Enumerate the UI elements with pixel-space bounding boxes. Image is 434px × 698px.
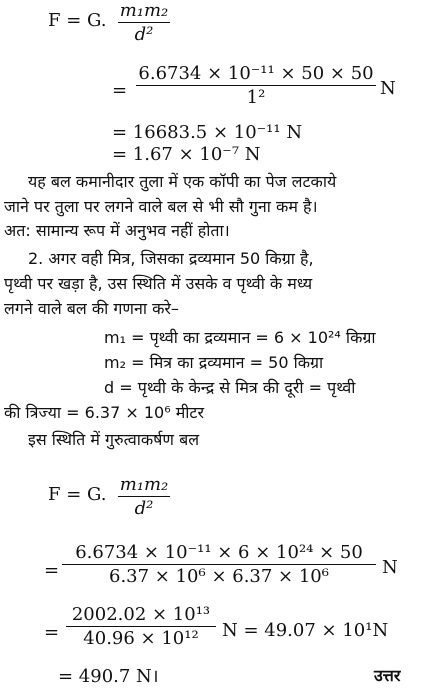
division-denominator: 40.96 × 10¹² bbox=[83, 628, 199, 649]
formula-numerator: m₁m₂ bbox=[119, 0, 169, 21]
given-earth-mass: m₁ = पृथ्वी का द्रव्यमान = 6 × 10²⁴ किग्रा bbox=[104, 328, 376, 347]
fraction-bar bbox=[118, 22, 170, 23]
paragraph-line: 2. अगर वही मित्र, जिसका द्रव्यमान 50 किग्रा है, bbox=[28, 249, 314, 268]
equals-sign: = bbox=[44, 622, 60, 643]
answer-label: उत्तर bbox=[374, 666, 401, 685]
substitution-denominator: 1² bbox=[246, 87, 266, 108]
substitution-numerator: 6.6734 × 10⁻¹¹ × 6 × 10²⁴ × 50 bbox=[75, 542, 363, 563]
division-fraction bbox=[66, 604, 216, 649]
gravity-force-heading: इस स्थिति में गुरुत्वाकर्षण बल bbox=[28, 430, 200, 449]
formula-numerator: m₁m₂ bbox=[119, 474, 169, 495]
paragraph-line: जाने पर तुला पर लगने वाले बल से भी सौ गुना कम है। bbox=[4, 197, 318, 216]
unit-newton: N bbox=[380, 78, 396, 99]
formula-denominator: d² bbox=[134, 498, 154, 519]
formula-label: F = G. bbox=[48, 484, 107, 505]
paragraph-line: पृथ्वी पर खड़ा है, उस स्थिति में उसके व पृथ्वी के मध्य bbox=[4, 274, 313, 293]
fraction-bar bbox=[118, 496, 170, 497]
substitution-numerator: 6.6734 × 10⁻¹¹ × 50 × 50 bbox=[138, 63, 374, 84]
substitution-fraction bbox=[136, 63, 376, 108]
result-step-1: = 16683.5 × 10⁻¹¹ N bbox=[112, 122, 303, 143]
given-earth-radius: की त्रिज्या = 6.37 × 10⁶ मीटर bbox=[4, 403, 205, 422]
given-distance: d = पृथ्वी के केन्द्र से मित्र की दूरी = पृथ्वी bbox=[104, 378, 356, 397]
fraction-bar bbox=[62, 564, 376, 565]
result-step-2: = 1.67 × 10⁻⁷ N bbox=[112, 144, 261, 165]
unit-newton: N bbox=[382, 557, 398, 578]
formula-fraction bbox=[118, 474, 170, 519]
formula-denominator: d² bbox=[134, 24, 154, 45]
paragraph-line: लगने वाले बल की गणना करे– bbox=[4, 299, 179, 318]
formula-fraction bbox=[118, 0, 170, 45]
substitution-fraction bbox=[62, 542, 376, 587]
final-answer: = 490.7 N। bbox=[58, 666, 159, 687]
substitution-denominator: 6.37 × 10⁶ × 6.37 × 10⁶ bbox=[109, 566, 329, 587]
formula-label: F = G. bbox=[48, 10, 107, 31]
paragraph-line: अत: सामान्य रूप में अनुभव नहीं होता। bbox=[4, 221, 230, 240]
division-result: N = 49.07 × 10¹N bbox=[222, 620, 389, 641]
equals-sign: = bbox=[112, 80, 128, 101]
division-numerator: 2002.02 × 10¹³ bbox=[71, 604, 211, 625]
fraction-bar bbox=[136, 85, 376, 86]
paragraph-line: यह बल कमानीदार तुला में एक कॉपी का पेज लटकाये bbox=[28, 172, 337, 191]
given-friend-mass: m₂ = मित्र का द्रव्यमान = 50 किग्रा bbox=[104, 353, 324, 372]
equals-sign: = bbox=[44, 560, 60, 581]
fraction-bar bbox=[66, 626, 216, 627]
